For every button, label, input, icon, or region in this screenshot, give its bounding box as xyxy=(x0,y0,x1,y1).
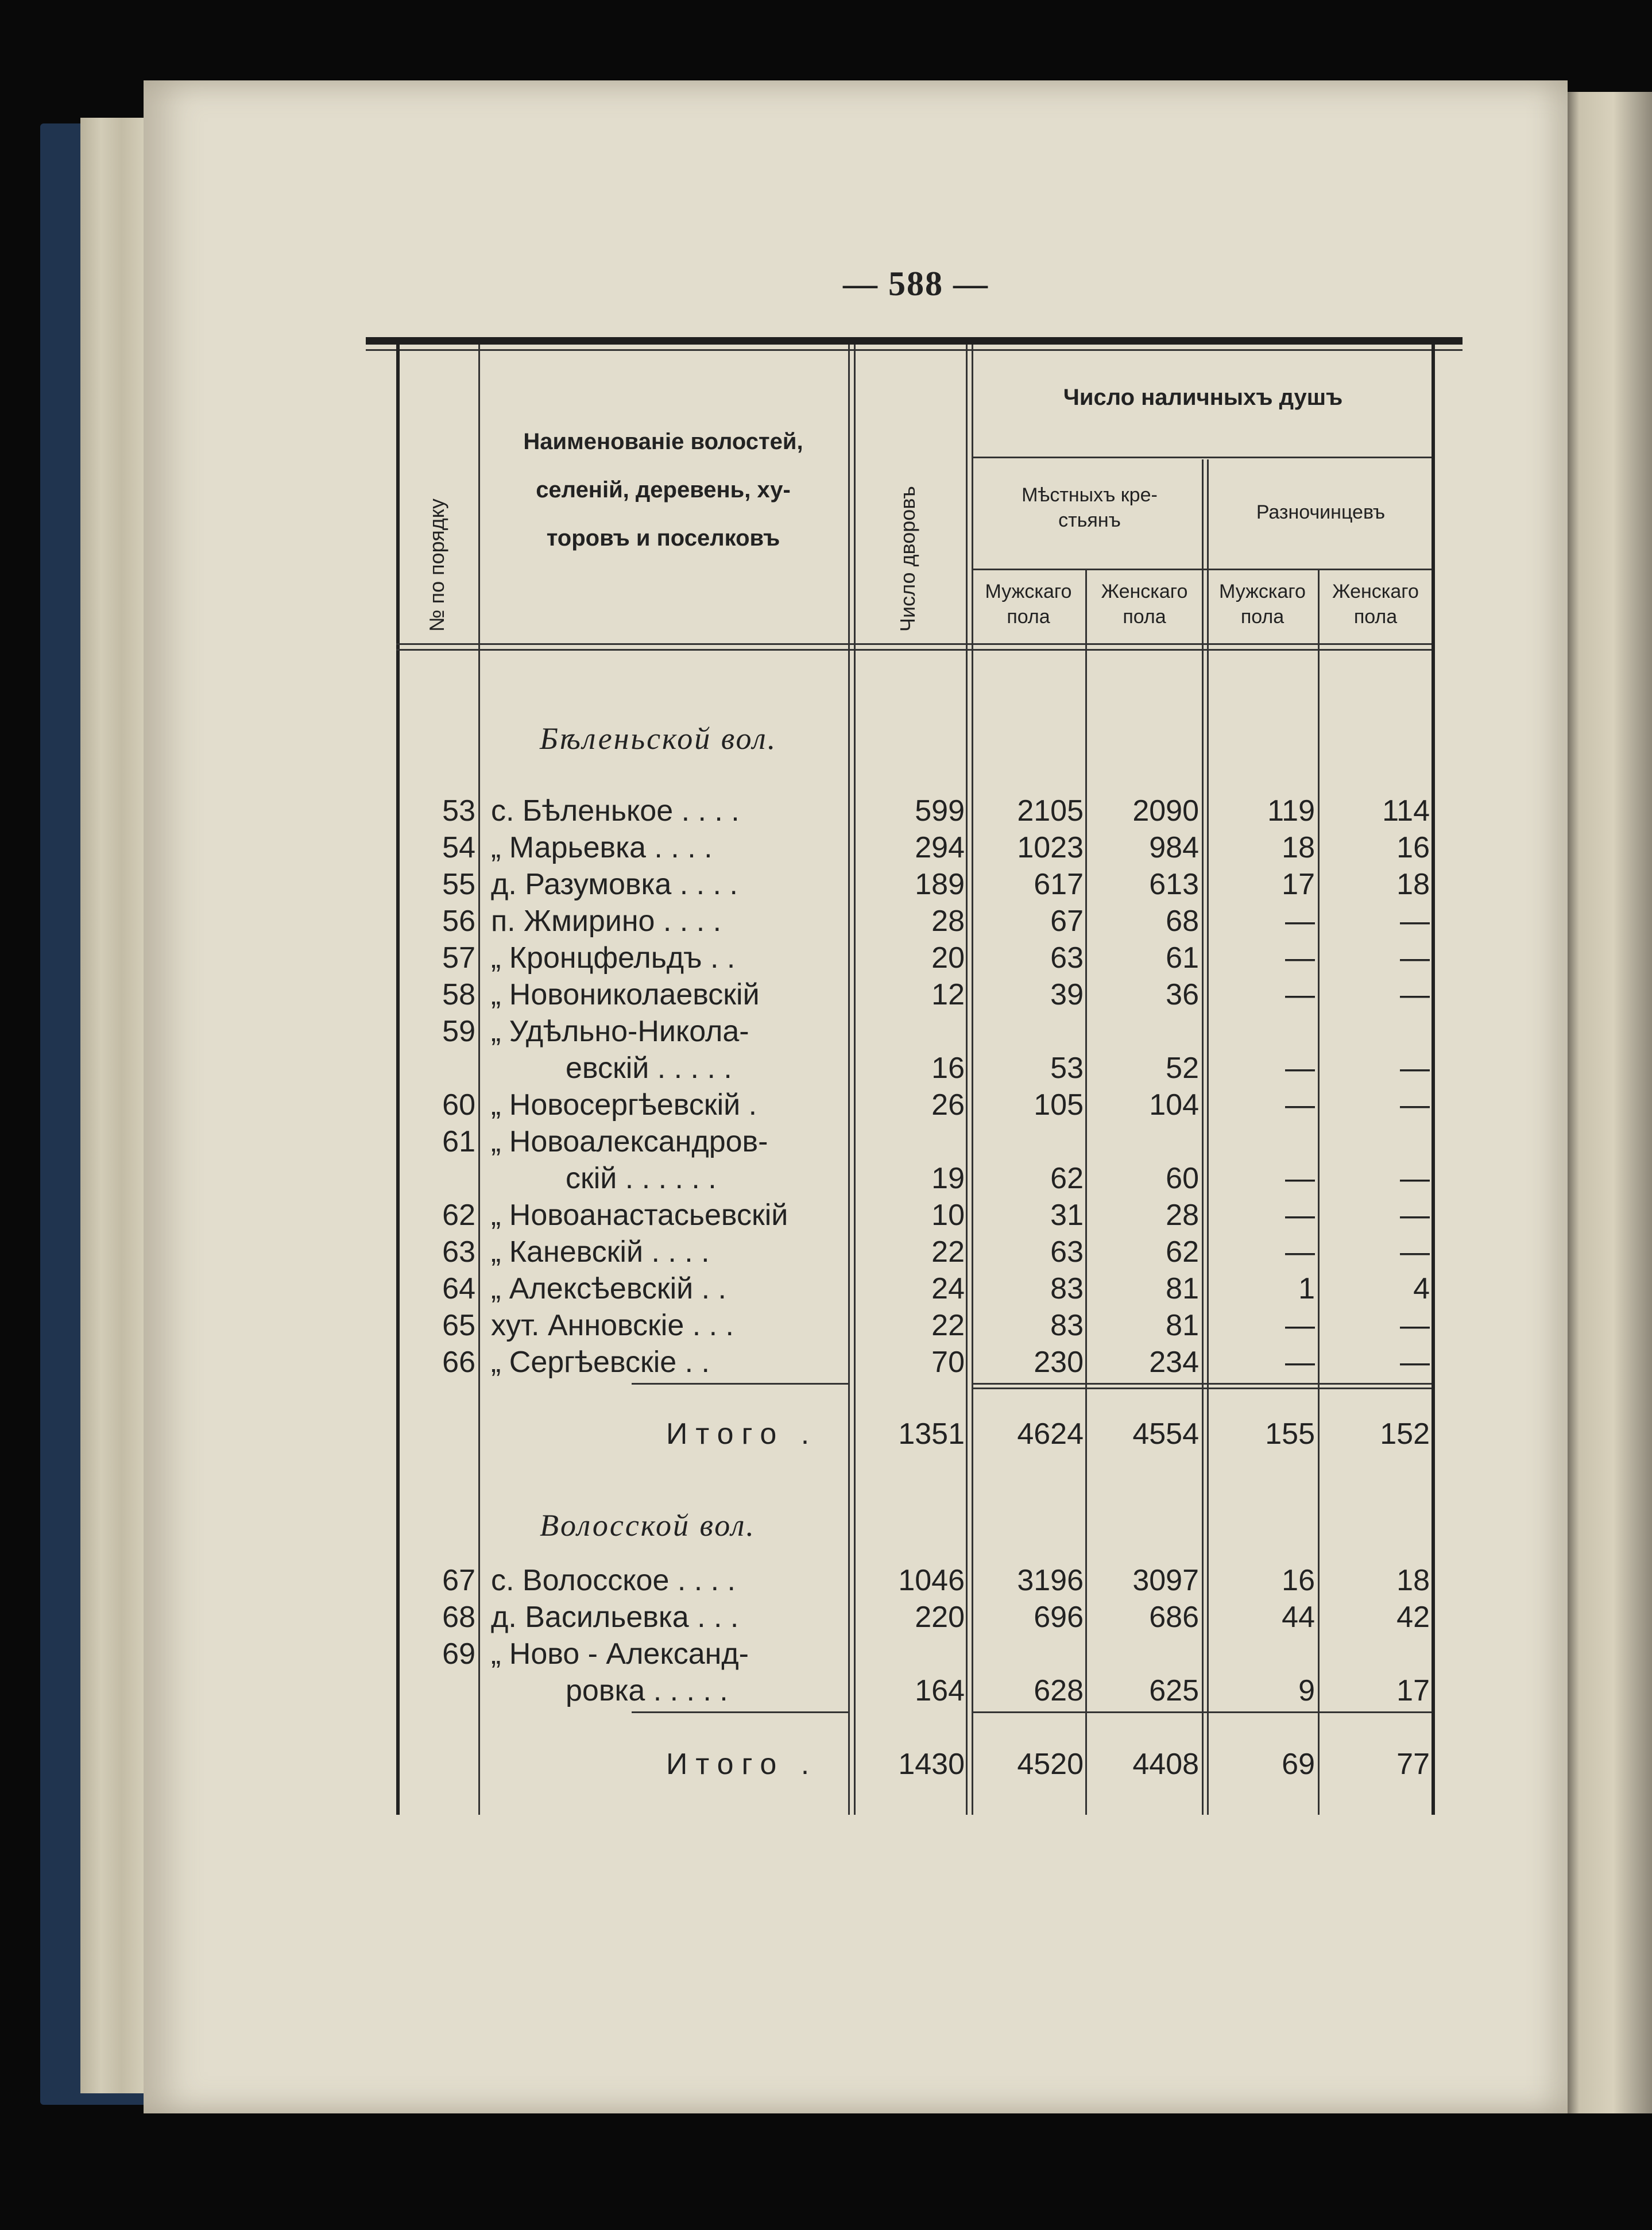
total-label: Итого . xyxy=(666,1748,818,1781)
value-lf: 984 xyxy=(1149,831,1199,864)
value-rf: 18 xyxy=(1396,1564,1430,1597)
value-lm: 3196 xyxy=(1017,1564,1084,1597)
value-lf: 62 xyxy=(1166,1235,1199,1269)
settlement-name: д. Васильевка . . . xyxy=(491,1601,739,1634)
value-rf: — xyxy=(1400,1199,1430,1232)
header-rule-thin xyxy=(366,349,1463,351)
header-rule-souls xyxy=(972,457,1432,458)
row-number: 64 xyxy=(442,1272,475,1305)
value-lf: 625 xyxy=(1149,1674,1199,1707)
header-households: Число дворовъ xyxy=(896,486,919,632)
value-dv: 26 xyxy=(931,1088,965,1122)
value-lf: 613 xyxy=(1149,868,1199,901)
header-local-male: Мужскаго пола xyxy=(985,581,1072,628)
value-rm: 16 xyxy=(1282,1564,1315,1597)
value-rf: — xyxy=(1400,1088,1430,1122)
value-dv: 164 xyxy=(915,1674,965,1707)
value-rf: 17 xyxy=(1396,1674,1430,1707)
col-rule-dv-b xyxy=(972,345,973,1815)
section-title: Волосской вол. xyxy=(540,1508,756,1543)
value-dv: 22 xyxy=(931,1309,965,1342)
value-dv: 24 xyxy=(931,1272,965,1305)
total-lf: 4554 xyxy=(1132,1417,1199,1451)
value-rm: — xyxy=(1285,941,1315,975)
row-number: 56 xyxy=(442,905,475,938)
settlement-name: „ Марьевка . . . . xyxy=(491,831,713,864)
row-number: 57 xyxy=(442,941,475,975)
row-number: 55 xyxy=(442,868,475,901)
row-number: 60 xyxy=(442,1088,475,1122)
value-lf: 81 xyxy=(1166,1272,1199,1305)
header-local-peasants: Мѣстныхъ кре- стьянъ xyxy=(1022,484,1158,531)
value-rm: 17 xyxy=(1282,868,1315,901)
value-lm: 105 xyxy=(1034,1088,1084,1122)
value-dv: 10 xyxy=(931,1199,965,1232)
col-rule-left xyxy=(396,345,400,1815)
value-dv: 294 xyxy=(915,831,965,864)
settlement-name: „ Новоалександров- xyxy=(491,1125,768,1158)
value-lm: 2105 xyxy=(1017,794,1084,828)
total-rule-name xyxy=(632,1711,850,1713)
settlement-name: „ Новониколаевскій xyxy=(491,978,760,1011)
value-rf: — xyxy=(1400,1235,1430,1269)
value-rf: — xyxy=(1400,1309,1430,1342)
settlement-name: хут. Анновскіе . . . xyxy=(491,1309,734,1342)
total-rf: 77 xyxy=(1396,1748,1430,1781)
header-razn-female: Женскаго пола xyxy=(1332,581,1419,628)
total-dv: 1430 xyxy=(898,1748,965,1781)
header-name: Наименованіе волостей, селеній, деревень, ху- торовъ и поселковъ xyxy=(523,429,803,551)
value-dv: 20 xyxy=(931,941,965,975)
value-rf: — xyxy=(1400,905,1430,938)
row-number: 63 xyxy=(442,1235,475,1269)
settlement-name: „ Каневскій . . . . xyxy=(491,1235,710,1269)
value-dv: 22 xyxy=(931,1235,965,1269)
col-rule-no xyxy=(478,345,480,1815)
value-rm: 1 xyxy=(1298,1272,1315,1305)
value-rm: — xyxy=(1285,1309,1315,1342)
settlement-name: ровка . . . . . xyxy=(566,1674,728,1707)
value-rm: 44 xyxy=(1282,1601,1315,1634)
value-dv: 12 xyxy=(931,978,965,1011)
total-lm: 4624 xyxy=(1017,1417,1084,1451)
value-lf: 234 xyxy=(1149,1346,1199,1379)
value-rf: — xyxy=(1400,978,1430,1011)
settlement-name: „ Удѣльно-Никола- xyxy=(491,1015,749,1048)
total-lf: 4408 xyxy=(1132,1748,1199,1781)
row-number: 69 xyxy=(442,1637,475,1671)
row-number: 68 xyxy=(442,1601,475,1634)
total-label: Итого . xyxy=(666,1417,818,1451)
value-rm: 9 xyxy=(1298,1674,1315,1707)
total-rule-values xyxy=(972,1383,1432,1385)
value-rf: 114 xyxy=(1382,794,1430,828)
value-rm: — xyxy=(1285,1052,1315,1085)
value-lf: 36 xyxy=(1166,978,1199,1011)
page-edges-right xyxy=(1555,92,1652,2113)
settlement-name: „ Новоанастасьевскій xyxy=(491,1199,788,1232)
value-dv: 16 xyxy=(931,1052,965,1085)
value-lf: 68 xyxy=(1166,905,1199,938)
settlement-name: „ Кронцфельдъ . . xyxy=(491,941,736,975)
value-rm: — xyxy=(1285,905,1315,938)
value-rm: — xyxy=(1285,1235,1315,1269)
total-rm: 155 xyxy=(1265,1417,1315,1451)
header-rule-thick xyxy=(366,337,1463,345)
value-rm: — xyxy=(1285,1162,1315,1195)
col-rule-rm xyxy=(1318,569,1320,1815)
value-lm: 67 xyxy=(1050,905,1084,938)
value-rf: — xyxy=(1400,941,1430,975)
settlement-name: „ Новосергѣевскій . xyxy=(491,1088,757,1122)
col-rule-lm xyxy=(1085,569,1087,1815)
settlement-name: „ Сергѣевскіе . . xyxy=(491,1346,710,1379)
value-lf: 686 xyxy=(1149,1601,1199,1634)
total-rule-values-b xyxy=(972,1388,1432,1389)
row-number: 65 xyxy=(442,1309,475,1342)
value-lm: 696 xyxy=(1034,1601,1084,1634)
value-lf: 28 xyxy=(1166,1199,1199,1232)
value-dv: 1046 xyxy=(898,1564,965,1597)
total-rule-name xyxy=(632,1383,850,1385)
value-lf: 2090 xyxy=(1132,794,1199,828)
settlement-name: п. Жмирино . . . . xyxy=(491,905,722,938)
value-rm: — xyxy=(1285,1088,1315,1122)
settlement-name: евскій . . . . . xyxy=(566,1052,732,1085)
total-dv: 1351 xyxy=(898,1417,965,1451)
header-bottom-rule-a xyxy=(396,643,1432,645)
header-raznochintsy: Разночинцевъ xyxy=(1256,501,1386,523)
value-lf: 61 xyxy=(1166,941,1199,975)
total-rm: 69 xyxy=(1282,1748,1315,1781)
value-lm: 83 xyxy=(1050,1272,1084,1305)
header-razn-male: Мужскаго пола xyxy=(1219,581,1306,628)
value-lm: 53 xyxy=(1050,1052,1084,1085)
value-lf: 3097 xyxy=(1132,1564,1199,1597)
header-local-female: Женскаго пола xyxy=(1101,581,1188,628)
value-rf: 4 xyxy=(1413,1272,1430,1305)
settlement-name: с. Бѣленькое . . . . xyxy=(491,794,740,828)
header-bottom-rule-b xyxy=(396,649,1432,651)
section-title: Бѣленьской вол. xyxy=(540,721,777,756)
page-edges-left xyxy=(80,118,149,2093)
row-number: 67 xyxy=(442,1564,475,1597)
settlement-name: „ Ново - Александ- xyxy=(491,1637,749,1671)
value-lm: 63 xyxy=(1050,941,1084,975)
value-dv: 599 xyxy=(915,794,965,828)
value-lm: 230 xyxy=(1034,1346,1084,1379)
row-number: 58 xyxy=(442,978,475,1011)
value-rf: — xyxy=(1400,1162,1430,1195)
value-lm: 62 xyxy=(1050,1162,1084,1195)
settlement-name: с. Волосское . . . . xyxy=(491,1564,736,1597)
row-number: 62 xyxy=(442,1199,475,1232)
header-no: № по порядку xyxy=(425,498,448,632)
value-lf: 60 xyxy=(1166,1162,1199,1195)
value-rf: — xyxy=(1400,1052,1430,1085)
header-rule-groups xyxy=(972,569,1432,570)
col-rule-lf-a xyxy=(1202,459,1204,1815)
value-rf: 16 xyxy=(1396,831,1430,864)
value-dv: 220 xyxy=(915,1601,965,1634)
value-lm: 617 xyxy=(1034,868,1084,901)
value-lm: 39 xyxy=(1050,978,1084,1011)
page-number: — 588 — xyxy=(843,265,989,303)
header-souls: Число наличныхъ душъ xyxy=(1063,385,1343,410)
total-rf: 152 xyxy=(1380,1417,1430,1451)
value-lm: 628 xyxy=(1034,1674,1084,1707)
row-number: 54 xyxy=(442,831,475,864)
value-rm: — xyxy=(1285,978,1315,1011)
row-number: 53 xyxy=(442,794,475,828)
value-rm: — xyxy=(1285,1346,1315,1379)
settlement-name: „ Алексѣевскій . . xyxy=(491,1272,727,1305)
value-rf: 42 xyxy=(1396,1601,1430,1634)
value-lm: 83 xyxy=(1050,1309,1084,1342)
value-dv: 28 xyxy=(931,905,965,938)
value-lf: 52 xyxy=(1166,1052,1199,1085)
settlement-name: д. Разумовка . . . . xyxy=(491,868,738,901)
value-rf: — xyxy=(1400,1346,1430,1379)
value-lm: 1023 xyxy=(1017,831,1084,864)
row-number: 66 xyxy=(442,1346,475,1379)
value-lf: 104 xyxy=(1149,1088,1199,1122)
value-rm: 18 xyxy=(1282,831,1315,864)
value-lm: 63 xyxy=(1050,1235,1084,1269)
total-rule-values xyxy=(972,1711,1432,1713)
col-rule-dv-a xyxy=(966,345,968,1815)
value-dv: 19 xyxy=(931,1162,965,1195)
row-number: 59 xyxy=(442,1015,475,1048)
total-lm: 4520 xyxy=(1017,1748,1084,1781)
settlement-name: скій . . . . . . xyxy=(566,1162,717,1195)
value-lf: 81 xyxy=(1166,1309,1199,1342)
col-rule-name-a xyxy=(848,345,850,1815)
value-rf: 18 xyxy=(1396,868,1430,901)
row-number: 61 xyxy=(442,1125,475,1158)
value-lm: 31 xyxy=(1050,1199,1084,1232)
value-dv: 70 xyxy=(931,1346,965,1379)
value-rm: 119 xyxy=(1267,794,1315,828)
value-rm: — xyxy=(1285,1199,1315,1232)
value-dv: 189 xyxy=(915,868,965,901)
col-rule-right xyxy=(1432,345,1435,1815)
